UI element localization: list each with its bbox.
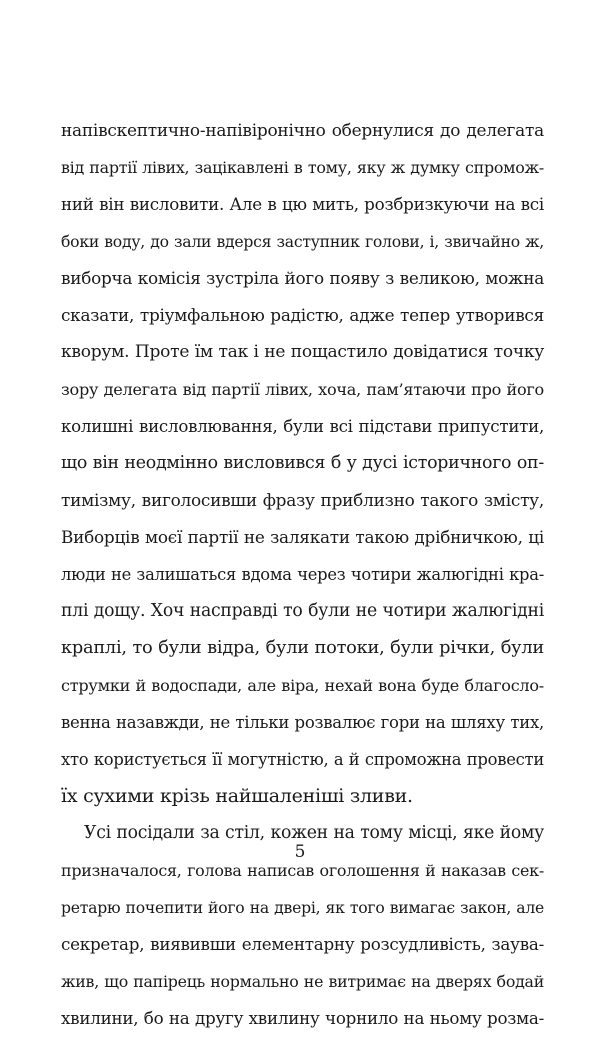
text-line: колишні висловлювання, були всі підстави припустити, <box>61 417 544 436</box>
text-line: ретарю почепити його на двері, як того вимагає закон, але <box>61 898 544 917</box>
text-line: кворум. Проте їм так і не пощастило довідатися точку <box>61 342 544 362</box>
text-line: ний він висловити. Але в цю мить, розбризкуючи на всі <box>61 194 544 214</box>
text-line: струмки й водоспади, але віра, нехай вона буде благосло- <box>61 676 544 695</box>
text-line: Усі посідали за стіл, кожен на тому місці, яке йому <box>84 823 544 843</box>
paragraph-1 <box>61 112 544 815</box>
text-line: боки воду, до зали вдерся заступник голови, і, звичайно ж, <box>61 232 544 251</box>
text-line: від партії лівих, зацікавлені в тому, яку ж думку спромож- <box>61 158 544 177</box>
text-line: хто користується її могутністю, а й спроможна провести <box>61 750 544 769</box>
text-line: плі дощу. Хоч насправді то були не чотири жалюгідні <box>61 601 544 621</box>
text-line: краплі, то були відра, були потоки, були річки, були <box>61 638 544 658</box>
text-line: секретар, виявивши елементарну розсудливість, заува- <box>61 934 544 954</box>
text-line: люди не залишаться вдома через чотири жалюгідні кра- <box>61 565 544 584</box>
text-line: їх сухими крізь найшаленіші зливи. <box>61 785 413 807</box>
text-line: венна назавжди, не тільки розвалює гори на шляху тих, <box>61 713 544 732</box>
text-line: сказати, тріумфальною радістю, адже тепер утворився <box>61 305 544 325</box>
text-line: Виборців моєї партії не залякати такою дрібничкою, ці <box>61 527 544 547</box>
text-line: зору делегата від партії лівих, хоча, пам’ятаючи про його <box>61 380 544 399</box>
text-line: жив, що папірець нормально не витримає на дверях бодай <box>61 972 544 991</box>
text-line: призначалося, голова написав оголошення й наказав сек- <box>61 861 544 880</box>
body-text <box>61 112 544 1037</box>
text-line: хвилини, бо на другу хвилину чорнило на ньому розма- <box>61 1008 544 1028</box>
page-number: 5 <box>294 842 306 862</box>
text-line: тимізму, виголосивши фразу приблизно такого змісту, <box>61 490 544 510</box>
text-line: що він неодмінно висловився б у дусі історичного оп- <box>61 453 544 473</box>
text-line: напівскептично-напівіронічно обернулися до делегата <box>61 120 544 140</box>
text-line: виборча комісія зустріла його появу з великою, можна <box>61 268 544 288</box>
